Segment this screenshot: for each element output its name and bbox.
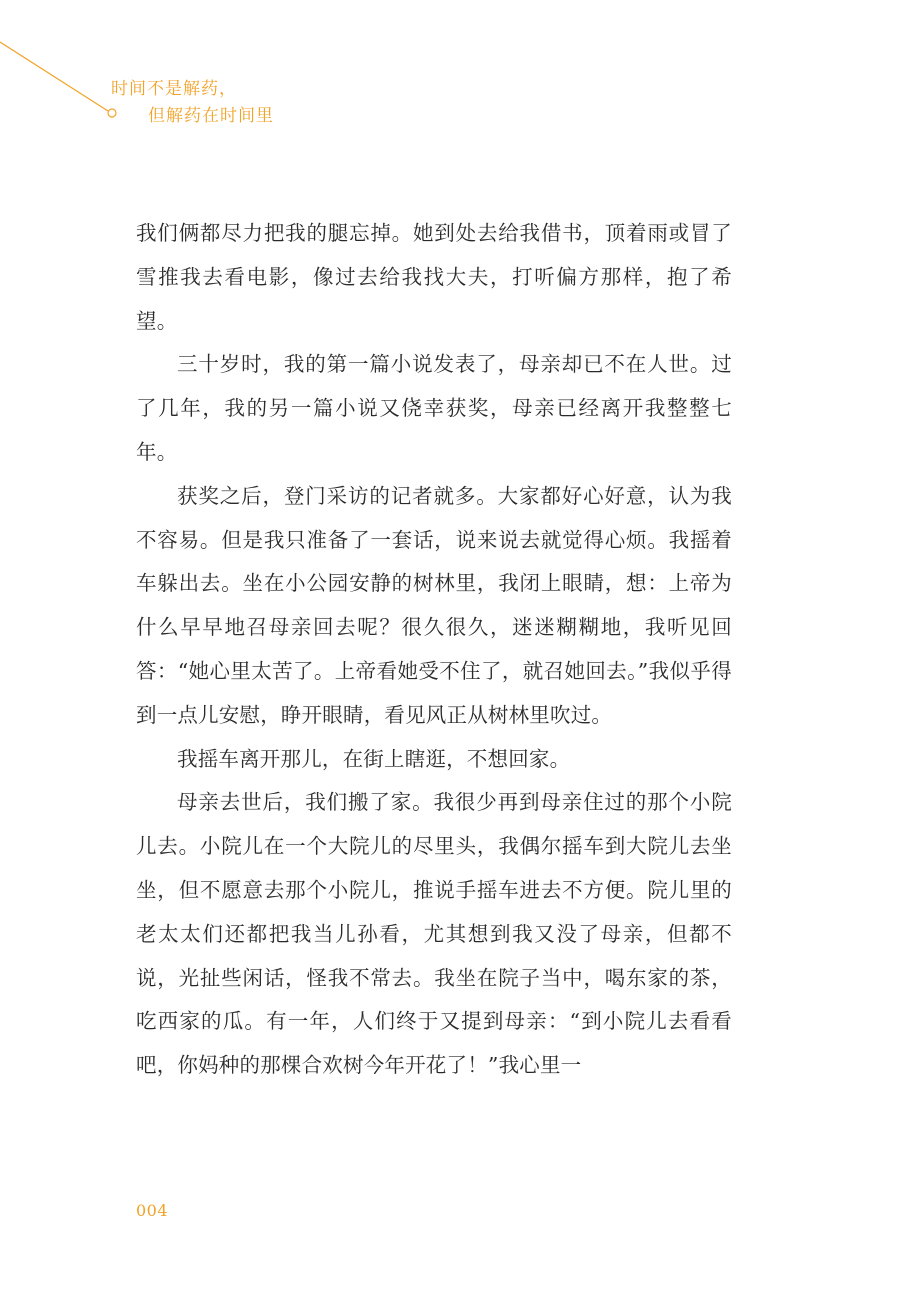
paragraph: 三十岁时，我的第一篇小说发表了，母亲却已不在人世。过了几年，我的另一篇小说又侥幸获奖，母亲已经离开我整整七年。 <box>136 352 732 464</box>
header-title-line-1: 时间不是解药， <box>111 79 237 99</box>
paragraph-continued: 我们俩都尽力把我的腿忘掉。她到处去给我借书，顶着雨或冒了雪推我去看电影，像过去给我找大夫，打听偏方那样，抱了希望。 <box>136 221 732 333</box>
header-title-line-2: 但解药在时间里 <box>148 106 274 126</box>
paragraph: 我摇车离开那儿，在街上瞎逛，不想回家。 <box>177 746 571 771</box>
page-number: 004 <box>136 1201 169 1220</box>
paragraph: 母亲去世后，我们搬了家。我很少再到母亲住过的那个小院儿去。小院儿在一个大院儿的尽里头，我偶尔摇车到大院儿去坐坐，但不愿意去那个小院儿，推说手摇车进去不方便。院儿里的老太太们还都把我当儿孙看，尤其想到我又没了母亲，但都不说，光扯些闲话，怪我不常去。我坐在院子当中，喝东家的茶，吃西家的瓜。有一年，人们终于又提到母亲：“到小院儿去看看吧，你妈种的那棵合欢树今年开花了！”我心里一 <box>136 790 732 1078</box>
body-text <box>136 212 732 1088</box>
paragraph: 获奖之后，登门采访的记者就多。大家都好心好意，认为我不容易。但是我只准备了一套话，说来说去就觉得心烦。我摇着车躲出去。坐在小公园安静的树林里，我闭上眼睛，想：上帝为什么早早地召母亲回去呢？很久很久，迷迷糊糊地，我听见回答：“她心里太苦了。上帝看她受不住了，就召她回去。”我似乎得到一点儿安慰，睁开眼睛，看见风正从树林里吹过。 <box>136 483 732 727</box>
running-header-title <box>111 76 274 130</box>
